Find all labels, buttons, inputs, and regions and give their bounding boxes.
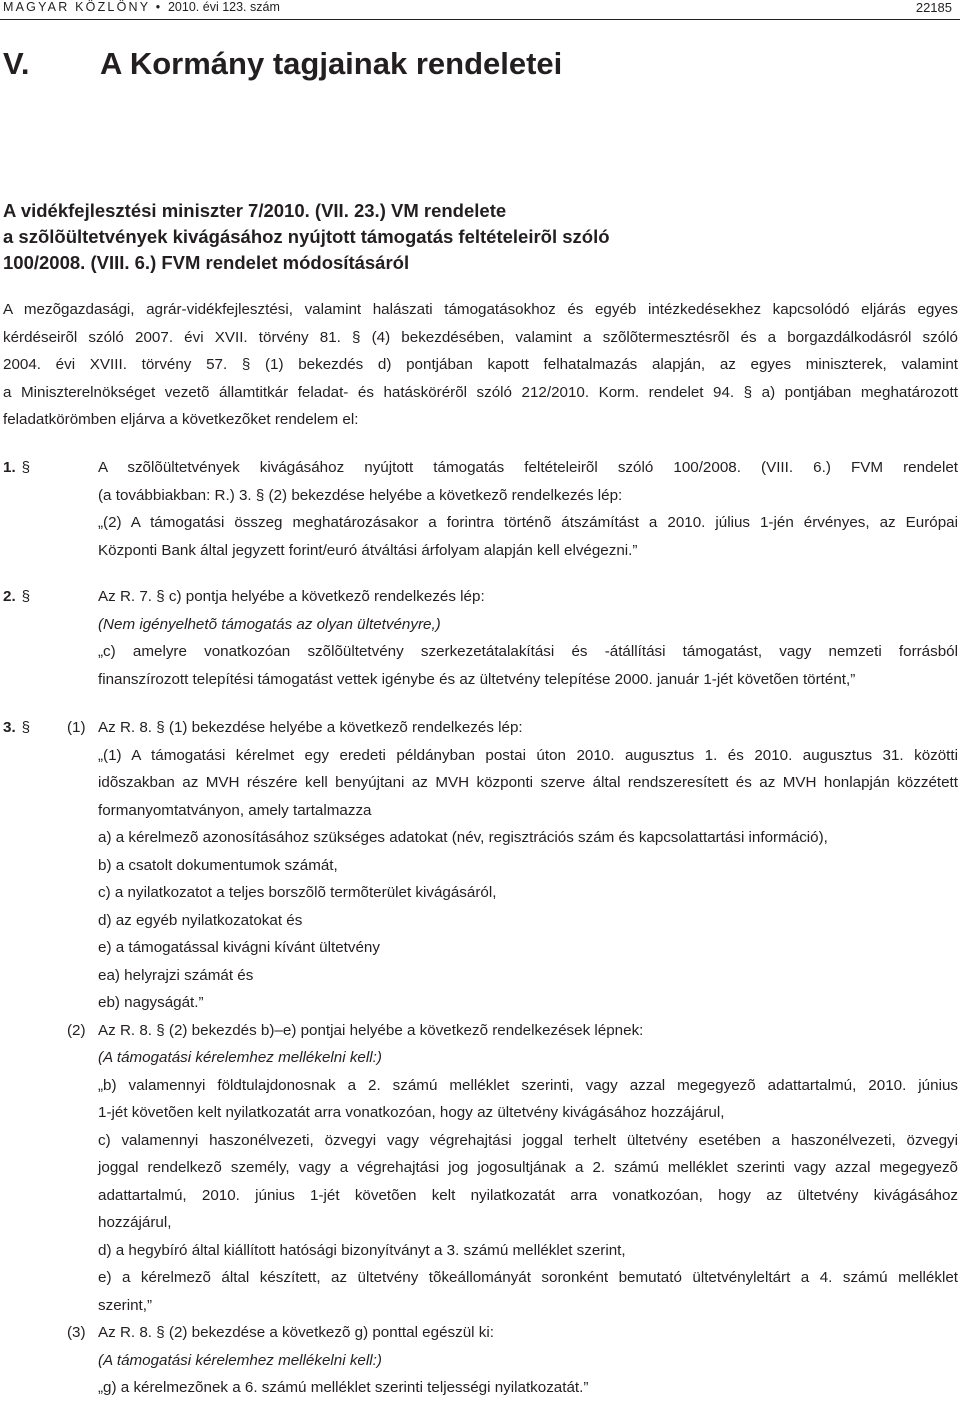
paragraph-sign: § bbox=[21, 719, 31, 736]
preamble-line: kérdéseirõl szóló 2007. évi XVII. törvény 81. § (4) bekezdésében, valamint a szõlõtermesztésrõl és a borgazdálkodásról szóló bbox=[3, 328, 958, 346]
subsection-3-body bbox=[98, 1319, 958, 1402]
preamble-line: A mezõgazdasági, agrár-vidékfejlesztési, valamint halászati támogatásokhoz és egyéb intézkedésekhez kapcsolódó eljárás egyes bbox=[3, 301, 958, 318]
subsection-line: d) a hegybíró által kiállított hatósági bizonyítványt a 3. számú melléklet szerint, bbox=[98, 1241, 626, 1259]
section-line: Az R. 7. § c) pontja helyébe a következõ rendelkezés lép: bbox=[98, 588, 485, 605]
subsection-line: szerint,” bbox=[98, 1296, 153, 1314]
subsection-3 bbox=[3, 1319, 958, 1402]
subsection-line: 1-jét követõen kelt nyilatkozatát arra vonatkozóan, hogy az ültetvény kivágásához hozzájárul, bbox=[98, 1104, 725, 1121]
paragraph-sign: § bbox=[21, 588, 31, 605]
section-heading bbox=[3, 46, 562, 82]
section-1 bbox=[3, 454, 958, 564]
subsection-line: e) a támogatással kivágni kívánt ültetvény bbox=[98, 939, 380, 956]
decree-title-line: A vidékfejlesztési miniszter 7/2010. (VII. 23.) VM rendelete bbox=[3, 200, 507, 221]
subsection-line: Az R. 8. § (2) bekezdés b)–e) pontjai helyébe a következõ rendelkezések lépnek: bbox=[98, 1021, 644, 1039]
page-number: 22185 bbox=[915, 0, 952, 15]
preamble-line: 2004. évi XVIII. törvény 57. § (1) bekezdés d) pontjában kapott felhatalmazás alapján, az egyes miniszterek, valamint bbox=[3, 356, 958, 373]
subsection-line: „g) a kérelmezõnek a 6. számú melléklet szerinti teljességi nyilatkozatát.” bbox=[98, 1379, 589, 1396]
subsection-line: e) a kérelmezõ által készített, az ültetvény tõkeállományát soronként bemutató ültetvényleltárt a 4. számú melléklet bbox=[98, 1269, 958, 1286]
publication-name: MAGYAR KÖZLÖNY bbox=[3, 0, 151, 14]
section-number: 1. bbox=[3, 459, 16, 476]
subsection-line: adattartalmú, 2010. június 1-jét követõen kelt nyilatkozatát arra vonatkozóan, hogy az ültetvény kivágásához bbox=[98, 1186, 958, 1204]
subsection-label: (2) bbox=[67, 1021, 86, 1039]
section-line: „c) amelyre vonatkozóan szõlõültetvény szerkezetátalakítási és -átállítási támogatást, vagy nemzeti forrásból bbox=[98, 643, 958, 660]
section-number: 2. bbox=[3, 588, 16, 605]
section-line: (a továbbiakban: R.) 3. § (2) bekezdése helyébe a következõ rendelkezés lép: bbox=[98, 486, 623, 504]
section-line: (Nem igényelhetõ támogatás az olyan ültetvényre,) bbox=[98, 615, 441, 633]
subsection-line: ea) helyrajzi számát és bbox=[98, 966, 254, 984]
subsection-2 bbox=[3, 1017, 958, 1320]
section-title-text: A Kormány tagjainak rendeletei bbox=[100, 46, 563, 81]
section-line: Központi Bank által jegyzett forint/euró átváltási árfolyam alapján kell elvégezni.” bbox=[98, 541, 638, 559]
section-label bbox=[3, 714, 30, 742]
preamble-line: feladatkörömben eljárva a következõket rendelem el: bbox=[3, 411, 359, 428]
section-number: V. bbox=[3, 46, 30, 81]
subsection-line: Az R. 8. § (2) bekezdése a következõ g) ponttal egészül ki: bbox=[98, 1324, 494, 1341]
paragraph-sign: § bbox=[21, 459, 31, 476]
section-body bbox=[98, 583, 958, 693]
subsection-line: formanyomtatványon, amely tartalmazza bbox=[98, 801, 372, 819]
decree-title-line: a szõlõültetvények kivágásához nyújtott támogatás feltételeirõl szóló bbox=[3, 226, 610, 247]
subsection-line: eb) nagyságát.” bbox=[98, 994, 204, 1011]
running-header bbox=[0, 0, 960, 22]
subsection-line: idõszakban az MVH részére kell benyújtani az MVH központi szerve által rendszeresített és az MVH honlapján közzétett bbox=[98, 774, 958, 791]
subsection-line: Az R. 8. § (1) bekezdése helyébe a következõ rendelkezés lép: bbox=[98, 719, 523, 736]
section-line: „(2) A támogatási összeg meghatározásakor a forintra történõ átszámítást a 2010. július 1-jén érvényes, az Európai bbox=[98, 514, 958, 531]
subsection-line: c) valamennyi haszonélvezeti, özvegyi vagy végrehajtási joggal terhelt ültetvény esetében a haszonélvezeti, özvegyi bbox=[98, 1131, 958, 1149]
bullet-separator: • bbox=[155, 0, 163, 14]
preamble bbox=[3, 296, 958, 434]
section-label bbox=[3, 583, 30, 611]
subsection-line: „b) valamennyi földtulajdonosnak a 2. számú melléklet szerinti, vagy azzal megegyezõ adattartalmú, 2010. június bbox=[98, 1076, 958, 1094]
subsection-line: c) a nyilatkozatot a teljes borszõlõ termõterület kivágásáról, bbox=[98, 884, 497, 901]
subsection-line: d) az egyéb nyilatkozatokat és bbox=[98, 911, 303, 929]
subsection-label: (1) bbox=[67, 719, 86, 736]
header-publication bbox=[3, 0, 280, 14]
subsection-label: (3) bbox=[67, 1324, 86, 1341]
subsection-line: (A támogatási kérelemhez mellékelni kell:) bbox=[98, 1049, 382, 1066]
subsection-line: b) a csatolt dokumentumok számát, bbox=[98, 856, 338, 874]
subsection-line: (A támogatási kérelemhez mellékelni kell:) bbox=[98, 1351, 382, 1369]
preamble-line: a Miniszterelnökséget vezetõ államtitkár feladat- és hatáskörérõl szóló 212/2010. Korm. rendelet 94. § a) pontjában meghatározott bbox=[3, 383, 958, 401]
section-label bbox=[3, 454, 30, 482]
section-3 bbox=[3, 714, 958, 1402]
section-line: A szõlõültetvények kivágásához nyújtott támogatás feltételeirõl szóló 100/2008. (VIII. 6.) FVM rendelet bbox=[98, 459, 958, 476]
section-2 bbox=[3, 583, 958, 693]
issue-number: 2010. évi 123. szám bbox=[167, 0, 280, 14]
subsection-line: joggal rendelkezõ személy, vagy a végrehajtási jog jogosultjának a 2. számú melléklet szerinti vagy azzal megegyezõ bbox=[98, 1159, 958, 1176]
subsection-line: hozzájárul, bbox=[98, 1214, 172, 1231]
header-rule bbox=[0, 19, 960, 20]
section-body bbox=[98, 454, 958, 564]
subsection-line: a) a kérelmezõ azonosításához szükséges adatokat (név, regisztrációs szám és kapcsolattartási információ), bbox=[98, 829, 828, 846]
subsection-2-body bbox=[98, 1017, 958, 1320]
decree-title bbox=[3, 198, 610, 276]
section-number: 3. bbox=[3, 719, 16, 736]
decree-title-line: 100/2008. (VIII. 6.) FVM rendelet módosításáról bbox=[3, 252, 410, 273]
section-line: finanszírozott telepítési támogatást vettek igénybe és az ültetvény telepítése 2000. január 1-jét követõen történt,” bbox=[98, 670, 856, 688]
subsection-1-body bbox=[98, 714, 958, 1017]
subsection-line: „(1) A támogatási kérelmet egy eredeti példányban postai úton 2010. augusztus 1. és 2010. augusztus 31. közötti bbox=[98, 746, 958, 764]
